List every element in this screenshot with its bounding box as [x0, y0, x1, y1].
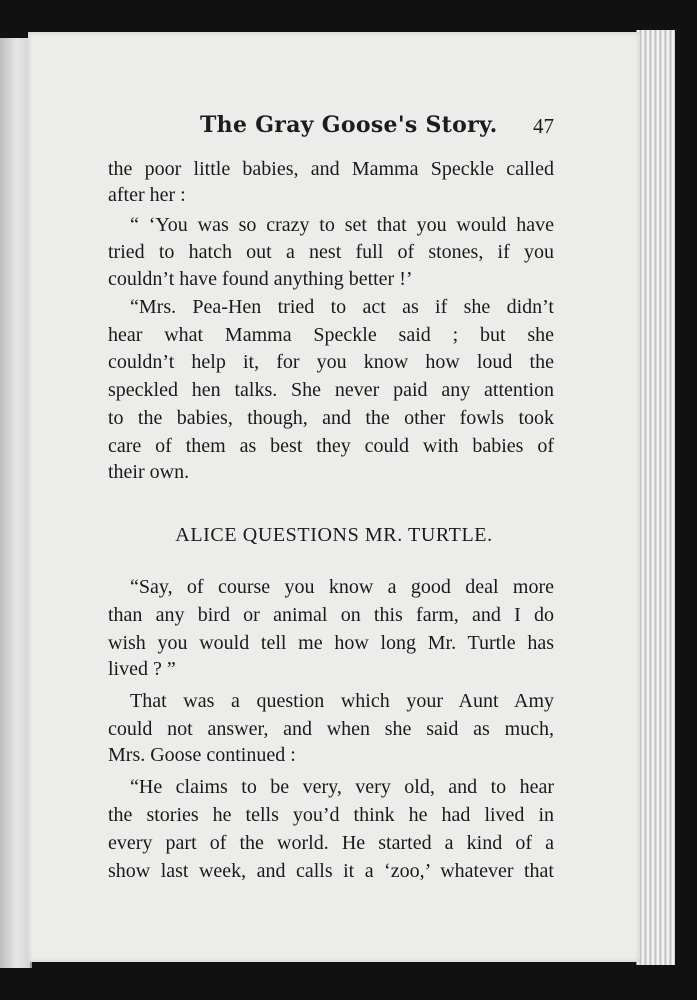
text-line: the stories he tells you’d think he had lived in: [108, 804, 554, 826]
text-line: That was a question which your Aunt Amy: [130, 690, 554, 712]
text-line: to the babies, though, and the other fowls took: [108, 407, 554, 429]
text-line: tried to hatch out a nest full of stones, if you: [108, 241, 554, 263]
text-line: after her :: [108, 184, 186, 206]
text-line: speckled hen talks. She never paid any attention: [108, 379, 554, 401]
text-line: “Say, of course you know a good deal more: [130, 576, 554, 598]
text-line: wish you would tell me how long Mr. Turtle has: [108, 632, 554, 654]
text-line: hear what Mamma Speckle said ; but she: [108, 324, 554, 346]
text-line: “Mrs. Pea-Hen tried to act as if she didn’t: [130, 296, 554, 318]
text-line: lived ? ”: [108, 658, 176, 680]
running-head-title: The Gray Goose's Story.: [200, 112, 498, 138]
text-line: couldn’t have found anything better !’: [108, 268, 413, 290]
text-line: than any bird or animal on this farm, and I do: [108, 604, 554, 626]
text-line: “ ‘You was so crazy to set that you would have: [130, 214, 554, 236]
text-line: couldn’t help it, for you know how loud the: [108, 351, 554, 373]
running-head: [28, 112, 640, 144]
section-heading: ALICE QUESTIONS MR. TURTLE.: [175, 524, 493, 546]
text-line: every part of the world. He started a kind of a: [108, 832, 554, 854]
text-line: show last week, and calls it a ‘zoo,’ whatever that: [108, 860, 554, 882]
page-stack-edge: [636, 30, 675, 965]
text-line: could not answer, and when she said as much,: [108, 718, 554, 740]
text-line: the poor little babies, and Mamma Speckle called: [108, 158, 554, 180]
text-line: “He claims to be very, very old, and to hear: [130, 776, 554, 798]
text-line: their own.: [108, 461, 190, 483]
text-line: care of them as best they could with babies of: [108, 435, 554, 457]
book-page: [28, 32, 640, 962]
text-line: Mrs. Goose continued :: [108, 744, 296, 766]
page-number: 47: [533, 114, 554, 138]
